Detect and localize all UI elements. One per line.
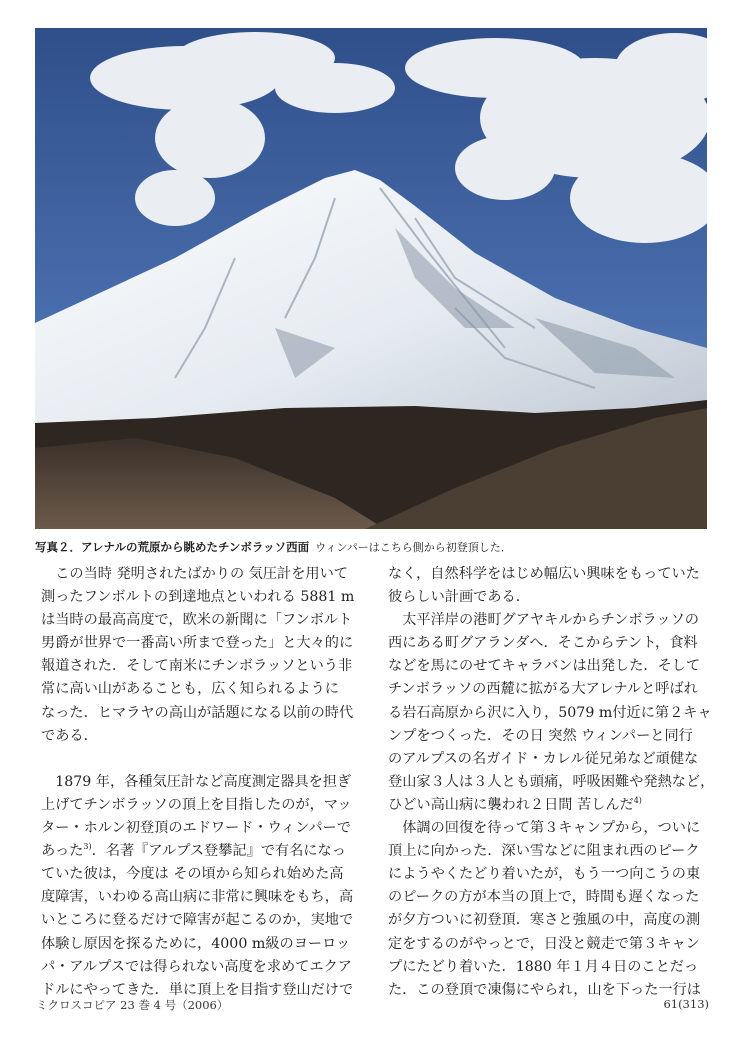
text-line: プにたどり着いた．1880 年１月４日のことだっ	[388, 958, 699, 975]
text-line-with-reference	[41, 840, 377, 863]
caption-text: ウィンパーはこちら側から初登頂した．	[315, 541, 512, 554]
text-line: た．この登頂で凍傷にやられ，山を下った一行は	[388, 981, 701, 998]
text-line: 度障害，いわゆる高山病に非常に興味をもち，高	[41, 889, 354, 906]
text-line: のピークの方が本当の頂上で，時間も遅くなった	[388, 889, 700, 906]
paragraph-gap	[41, 748, 377, 771]
text-line: この当時 発明されたばかりの 気圧計を用いて	[55, 566, 348, 582]
text-fragment: あった	[41, 843, 84, 860]
text-fragment: ひどい高山病に襲われ２日間 苦しんだ	[388, 796, 634, 813]
text-line: 頂上に向かった．深い雪などに阻まれ西のピーク	[388, 843, 700, 860]
text-line: ター・ホルン初登頂のエドワード・ウィンパーで	[41, 820, 351, 837]
text-line: は当時の最高高度で，欧米の新聞に「フンボルト	[41, 612, 353, 629]
right-text-column	[388, 563, 724, 1002]
text-line: ていた彼は，今度は その頃から知られ始めた高	[41, 866, 344, 883]
text-line: 彼らしい計画である．	[388, 589, 530, 606]
chimborazo-photo-illustration	[35, 28, 707, 529]
text-line: 男爵が世界で一番高い所まで登った」と大々的に	[41, 635, 354, 652]
figure-caption	[35, 539, 725, 555]
text-line: なった．ヒマラヤの高山が話題になる以前の時代	[41, 704, 354, 721]
text-line-with-reference	[388, 794, 724, 817]
text-line: が夕方ついに初登頂．寒さと強風の中，高度の測	[388, 912, 701, 929]
text-line: る岩石高原から沢に入り，5079 m付近に第２キャ	[388, 704, 712, 721]
text-fragment: ．名著『アルプス登攀記』で有名になっ	[91, 843, 346, 860]
text-line: のアルプスの名ガイド・カレル従兄弟など頑健な	[388, 750, 699, 767]
text-line: 西にある町グアランダへ．そこからテント，食料	[388, 635, 698, 652]
reference-4: 4)	[633, 795, 642, 805]
journal-citation: ミクロスコピア 23 巻 4 号（2006）	[36, 998, 229, 1012]
text-line: いところに登るだけで障害が起こるのか，実地で	[41, 912, 354, 929]
text-line: 上げてチンボラッソの頂上を目指したのが，マッ	[41, 796, 352, 813]
text-line: チンボラッソの西麓に拡がる大アレナルと呼ばれ	[388, 681, 698, 698]
text-line: 体調の回復を待って第３キャンプから，ついに	[402, 820, 701, 837]
text-line: パ・アルプスでは得られない高度を求めてエクア	[41, 958, 352, 975]
text-line: ンプをつくった．その日 突然 ウィンパーと同行	[388, 727, 693, 744]
text-line: 太平洋岸の港町グアヤキルからチンボラッソの	[402, 612, 699, 629]
text-line: 報道された．そして南米にチンボラッソという非	[41, 658, 353, 675]
text-line: 測ったフンボルトの到達地点といわれる 5881 m	[41, 589, 355, 606]
text-line: なく，自然科学をはじめ幅広い興味をもっていた	[388, 566, 700, 582]
text-line: 体験し原因を探るために，4000 m級のヨーロッ	[41, 935, 351, 952]
text-line: 1879 年，各種気圧計など高度測定器具を担ぎ	[55, 773, 352, 790]
text-line: 定をするのがやっとで，日没と競走で第３キャン	[388, 935, 700, 952]
mountain-photo	[35, 28, 707, 529]
text-line: にようやくたどり着いたが，もう一つ向こうの東	[388, 866, 701, 883]
reference-3: 3)	[83, 842, 92, 852]
text-line: である．	[41, 727, 98, 744]
left-text-column	[41, 563, 377, 1002]
text-line: ドルにやってきた．単に頂上を目指す登山だけで	[41, 981, 354, 998]
text-line: 常に高い山があることも，広く知られるように	[41, 681, 339, 698]
text-line: 登山家３人は３人とも頭痛，呼吸困難や発熱など，	[388, 773, 715, 790]
page-number: 61(313)	[663, 997, 709, 1011]
caption-lead: 写真２．アレナルの荒原から眺めたチンボラッソ西面	[35, 540, 310, 554]
text-line: などを馬にのせてキャラバンは出発した．そして	[388, 658, 701, 675]
